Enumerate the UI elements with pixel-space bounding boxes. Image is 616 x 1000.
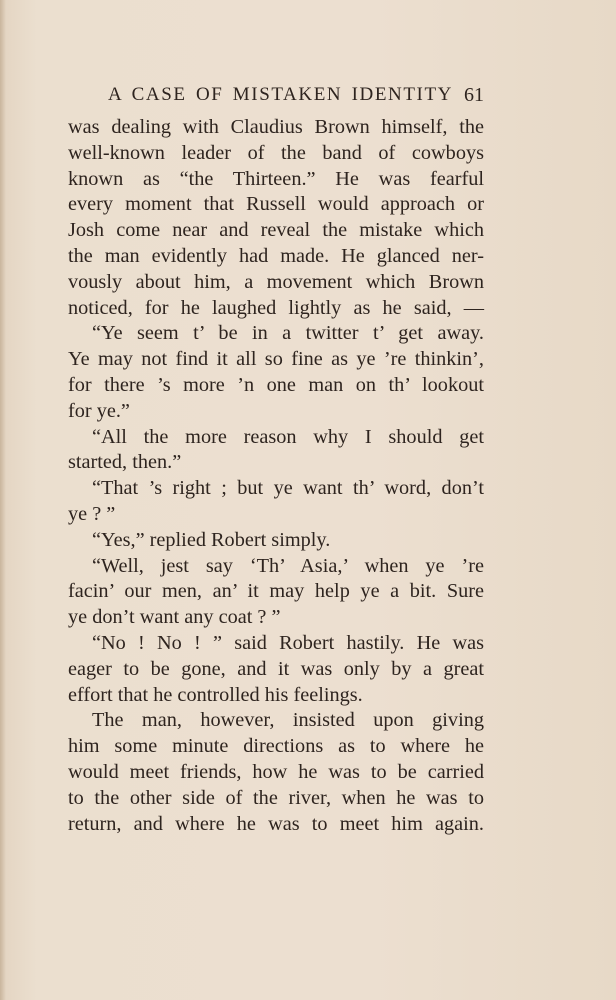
page-number: 61 (464, 84, 484, 106)
text-line: “All the more reason why I should get (92, 425, 484, 448)
text-line: “Yes,” replied Robert simply. (92, 528, 331, 551)
page-header (108, 84, 484, 112)
text-line: “Well, jest say ‘Th’ Asia,’ when ye ’re (92, 554, 484, 577)
text-line: for there ’s more ’n one man on th’ lookout (68, 373, 484, 396)
body-text (68, 115, 484, 837)
text-line: “That ’s right ; but ye want th’ word, don’t (92, 477, 484, 500)
running-head: A CASE OF MISTAKEN IDENTITY (108, 84, 454, 105)
text-line: to the other side of the river, when he was to (68, 786, 484, 809)
text-line: started, then.” (68, 451, 182, 474)
text-line: ye ? ” (68, 502, 116, 525)
text-line: every moment that Russell would approach or (68, 193, 484, 216)
text-line: would meet friends, how he was to be carried (68, 760, 484, 783)
text-line: noticed, for he laughed lightly as he said, — (68, 296, 484, 319)
text-line: for ye.” (68, 399, 130, 422)
text-line: effort that he controlled his feelings. (68, 683, 363, 706)
text-line: well-known leader of the band of cowboys (68, 141, 484, 164)
text-line: was dealing with Claudius Brown himself, the (68, 116, 484, 138)
text-line: the man evidently had made. He glanced ner- (68, 244, 484, 267)
text-line: facin’ our men, an’ it may help ye a bit. Sure (68, 580, 484, 603)
text-line: Josh come near and reveal the mistake which (68, 219, 484, 242)
text-line: him some minute directions as to where he (68, 735, 484, 758)
text-line: eager to be gone, and it was only by a great (68, 657, 484, 680)
text-line: return, and where he was to meet him again. (68, 812, 484, 835)
text-line: known as “the Thirteen.” He was fearful (68, 167, 484, 190)
text-line: vously about him, a movement which Brown (68, 270, 484, 293)
text-line: ye don’t want any coat ? ” (68, 606, 281, 629)
text-line: The man, however, insisted upon giving (92, 709, 484, 732)
page-gutter-shadow (0, 0, 6, 1000)
text-line: Ye may not find it all so fine as ye ’re thinkin’, (68, 348, 484, 371)
text-line: “Ye seem t’ be in a twitter t’ get away. (92, 322, 484, 345)
text-line: “No ! No ! ” said Robert hastily. He was (92, 631, 484, 654)
